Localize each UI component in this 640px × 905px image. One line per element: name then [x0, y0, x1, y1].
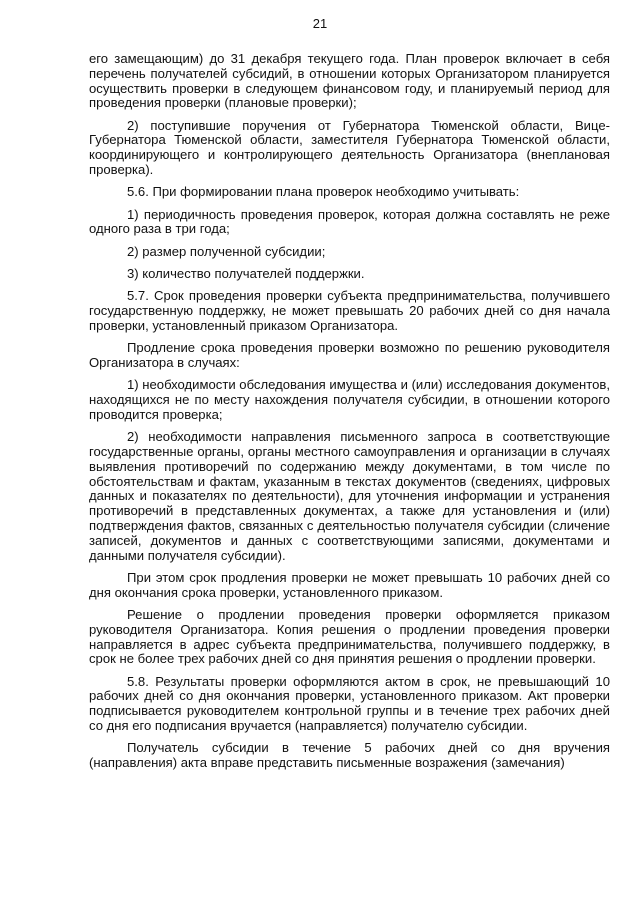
- document-body: [89, 52, 610, 778]
- paragraph-extension-decision: Решение о продлении проведения проверки оформляется приказом руководителя Организатора. Копия решения о продлении проведения проверки направляется в адрес субъекта предпринимательства, получившего поддержку, в срок не более трех рабочих дней со дня принятия решения о продлении проверки.: [89, 607, 610, 667]
- paragraph-extension-limit: При этом срок продления проверки не может превышать 10 рабочих дней со дня окончания срока проверки, установленного приказом.: [89, 569, 610, 600]
- paragraph-recipients-item-3: 3) количество получателей поддержки.: [127, 266, 365, 282]
- paragraph-periodicity-item-1: 1) периодичность проведения проверок, которая должна составлять не реже одного раза в три года;: [89, 206, 610, 237]
- paragraph-section-5-6: 5.6. При формировании плана проверок необходимо учитывать:: [127, 184, 520, 200]
- paragraph-plan-continuation: его замещающим) до 31 декабря текущего года. План проверок включает в себя перечень получателей субсидий, в отношении которых Организатором планируется осуществить проверки в следующем финансовом году, и планируемый период для проведения проверки (плановые проверки);: [89, 51, 610, 111]
- paragraph-extension-item-2: 2) необходимости направления письменного запроса в соответствующие государственные органы, органы местного самоуправления и организации в случаях выявления противоречий по содержанию между документами, в том числе по обстоятельствам и фактам, указанным в текстах документов (сведениях, цифровых данных и показателях по деятельности), для уточнения информации и устранения противоречий в представленных документах, а также для установления и (или) подтверждения фактов, связанных с деятельностью получателя субсидии (сличение записей, документов и данных с соответствующими записями, документами и данными получателя субсидии).: [89, 429, 610, 563]
- page-number: 21: [312, 16, 328, 31]
- paragraph-section-5-7: 5.7. Срок проведения проверки субъекта предпринимательства, получившего государственную поддержку, не может превышать 20 рабочих дней со дня начала проверки, установленный приказом Организатора.: [89, 288, 610, 333]
- paragraph-extension-item-1: 1) необходимости обследования имущества и (или) исследования документов, находящихся не по месту нахождения получателя субсидии, в отношении которого проводится проверка;: [89, 377, 610, 422]
- paragraph-subsidy-size-item-2: 2) размер полученной субсидии;: [127, 243, 326, 259]
- paragraph-extension-cases: Продление срока проведения проверки возможно по решению руководителя Организатора в случаях:: [89, 340, 610, 371]
- paragraph-objections: Получатель субсидии в течение 5 рабочих дней со дня вручения (направления) акта вправе представить письменные возражения (замечания): [89, 740, 610, 771]
- paragraph-section-5-8: 5.8. Результаты проверки оформляются актом в срок, не превышающий 10 рабочих дней со дня окончания проверки, установленного приказом. Акт проверки подписывается руководителем контрольной группы и в течение трех рабочих дней со дня его подписания вручается (направляется) получателю субсидии.: [89, 673, 610, 734]
- paragraph-orders-item-2: 2) поступившие поручения от Губернатора Тюменской области, Вице-Губернатора Тюменской области, заместителя Губернатора Тюменской области, координирующего и контролирующего деятельность Организатора (внеплановая проверка).: [89, 117, 610, 178]
